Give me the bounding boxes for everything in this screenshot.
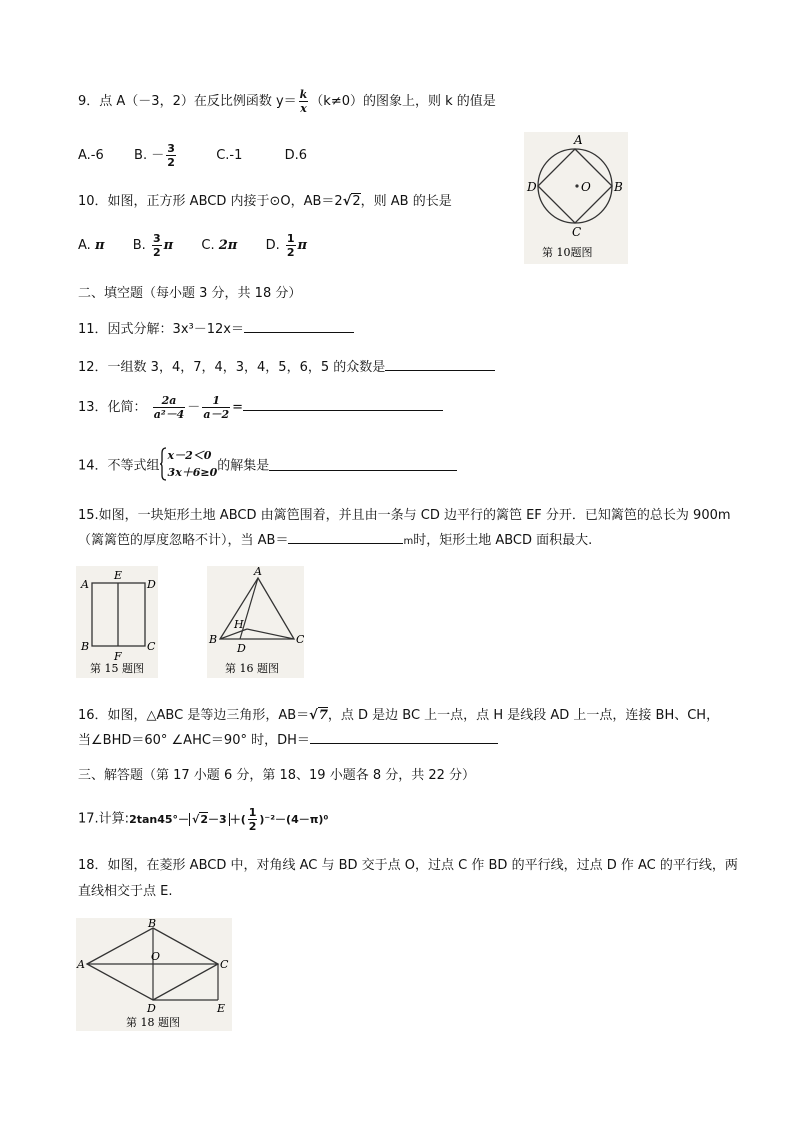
question-11: 11．因式分解：3x³－12x＝ bbox=[78, 318, 354, 337]
q10-sqrt-arg: 2 bbox=[352, 194, 361, 209]
q10-option-d: D. $\frac{1}{2}$ π bbox=[265, 232, 308, 259]
figure-q18 bbox=[76, 918, 232, 1031]
question-15-line-1: 15.如图，一块矩形土地 ABCD 由篱笆围着，并且由一条与 CD 边平行的篱笆 EF 分开．已知篱笆的总长为 900m bbox=[78, 508, 731, 523]
q16-triangle bbox=[220, 578, 294, 639]
question-12: 12．一组数 3，4，7，4，3，4，5，6，5 的众数是 bbox=[78, 356, 495, 375]
q16-label-c: C bbox=[296, 633, 304, 646]
q16-segment-ch bbox=[247, 629, 294, 639]
q13-fraction-1: $\frac{2a}{\text{a²－4}}$ bbox=[153, 394, 185, 421]
q9-option-c: C.-1 bbox=[216, 148, 243, 163]
q10-label-o: O bbox=[581, 180, 591, 194]
q9-stem-prefix: 9．点 A（－3，2）在反比例函数 y＝ bbox=[78, 94, 297, 109]
q13-fraction-2: $\frac{1}{a-2}$ bbox=[203, 394, 230, 421]
q18-label-d: D bbox=[147, 1002, 156, 1015]
q10-stem-prefix: 10．如图，正方形 ABCD 内接于⊙O，AB＝2 bbox=[78, 194, 343, 209]
section-2-title: 二、填空题（每小题 3 分，共 18 分） bbox=[78, 286, 302, 301]
q18-label-e: E bbox=[217, 1002, 226, 1015]
q16-label-h: H bbox=[234, 618, 244, 631]
q10-option-a: A. π bbox=[78, 238, 105, 253]
question-18-line-2: 直线相交于点 E. bbox=[78, 884, 173, 899]
q12-answer-blank[interactable] bbox=[385, 358, 495, 371]
q9-fraction: $\frac{k}{x}$ bbox=[299, 88, 308, 115]
q14-inequality-2: 3x＋6≥0 bbox=[167, 466, 218, 479]
q16-label-d: D bbox=[237, 642, 246, 655]
q15-label-d: D bbox=[147, 578, 156, 591]
q16-caption: 第 16 题图 bbox=[225, 662, 279, 675]
figure-q16 bbox=[207, 566, 304, 678]
q9-options bbox=[78, 142, 307, 169]
q10-label-b: B bbox=[614, 180, 623, 194]
q18-label-c: C bbox=[220, 958, 229, 971]
q14-inequality-system bbox=[160, 447, 218, 481]
question-13: 13．化简： $\frac{2a}{\text{a²－4}}$ － $\frac{1}{a-2}$ = bbox=[78, 394, 443, 421]
q10-label-d: D bbox=[527, 180, 537, 194]
q10-options bbox=[78, 232, 307, 259]
question-9 bbox=[78, 88, 496, 115]
q15-caption: 第 15 题图 bbox=[90, 662, 144, 675]
q18-label-a: A bbox=[77, 958, 85, 971]
q10-option-b: B. $\frac{3}{2}$ π bbox=[132, 232, 174, 259]
question-16-line-2: 当∠BHD＝60° ∠AHC＝90° 时，DH＝ bbox=[78, 729, 498, 748]
q17-expression: 2tan45°－ √2－3 ＋( $\frac{1}{2}$ )⁻²－(4－π)⁰ bbox=[129, 806, 329, 833]
q14-answer-blank[interactable] bbox=[269, 458, 457, 471]
question-16-line-1: 16．如图，△ABC 是等边三角形，AB＝√7，点 D 是边 BC 上一点，点 H 是线段 AD 上一点，连接 BH、CH， bbox=[78, 708, 720, 723]
q16-answer-blank[interactable] bbox=[310, 731, 498, 744]
question-15-line-2: （篱篱笆的厚度忽略不计），当 AB＝ m时，矩形土地 ABCD 面积最大. bbox=[78, 533, 593, 548]
q10-label-c: C bbox=[572, 225, 582, 239]
section-3-title: 三、解答题（第 17 小题 6 分，第 18、19 小题各 8 分，共 22 分） bbox=[78, 768, 476, 783]
q15-label-b: B bbox=[81, 640, 90, 653]
question-10: 10．如图，正方形 ABCD 内接于⊙O，AB＝2√2，则 AB 的长是 bbox=[78, 194, 452, 209]
question-18-line-1: 18．如图，在菱形 ABCD 中，对角线 AC 与 BD 交于点 O，过点 C 作 BD 的平行线，过点 D 作 AC 的平行线，两 bbox=[78, 858, 738, 873]
q10-stem-suffix: ，则 AB 的长是 bbox=[360, 194, 452, 209]
q9-stem-suffix: （k≠0）的图象上，则 k 的值是 bbox=[310, 94, 496, 109]
q9-option-d: D.6 bbox=[284, 148, 308, 163]
q15-label-e: E bbox=[114, 569, 123, 582]
q10-circle bbox=[538, 149, 612, 223]
q15-label-a: A bbox=[81, 578, 89, 591]
q10-center-dot bbox=[575, 184, 578, 187]
q15-label-c: C bbox=[147, 640, 156, 653]
q13-answer-blank[interactable] bbox=[243, 398, 443, 411]
q16-sqrt-arg: 7 bbox=[318, 708, 328, 723]
q10-caption: 第 10题图 bbox=[542, 246, 593, 259]
q18-label-o: O bbox=[151, 950, 161, 963]
q16-label-b: B bbox=[209, 633, 218, 646]
q18-caption: 第 18 题图 bbox=[126, 1016, 180, 1029]
q10-option-c: C. 2π bbox=[201, 238, 238, 253]
q11-answer-blank[interactable] bbox=[244, 320, 354, 333]
q18-label-b: B bbox=[148, 918, 157, 930]
q9-option-b: B. － $\frac{3}{2}$ bbox=[134, 142, 175, 169]
q15-answer-blank[interactable] bbox=[288, 531, 403, 544]
q10-label-a: A bbox=[574, 133, 583, 147]
question-17: 17.计算:2tan45°－ √2－3 ＋( $\frac{1}{2}$ )⁻²－(4－π)⁰ bbox=[78, 806, 329, 833]
question-14: 14．不等式组 x－2＜0 3x＋6≥0 的解集是 bbox=[78, 447, 457, 481]
q14-inequality-1: x－2＜0 bbox=[167, 449, 212, 462]
figure-q10 bbox=[524, 132, 628, 264]
q15-label-f: F bbox=[114, 650, 122, 663]
q9-option-a: A.-6 bbox=[78, 148, 104, 163]
q16-label-a: A bbox=[254, 566, 262, 578]
figure-q15 bbox=[76, 566, 158, 678]
